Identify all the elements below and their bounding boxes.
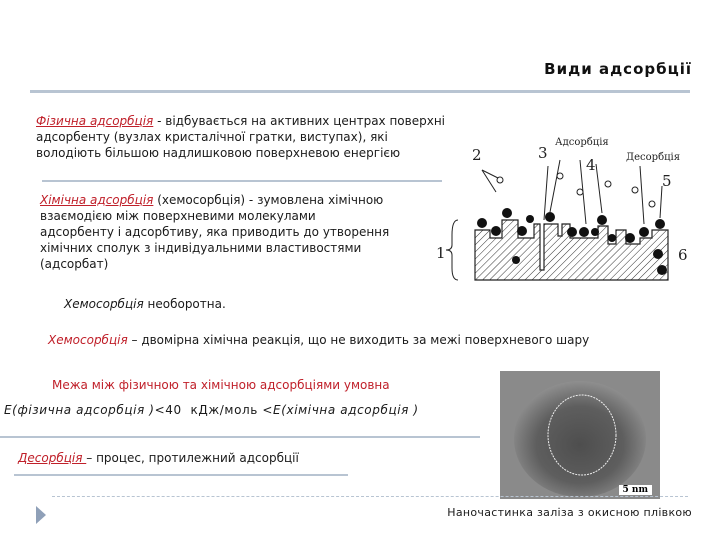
desorption-divider <box>14 474 348 476</box>
physical-adsorption-desc: - відбувається на активних центрах поверхні адсорбенту (вузлах кристалічної гратки, виступах), які володіють більшою надлишковою поверхневою енергією <box>36 114 446 160</box>
nanoparticle-image <box>500 371 660 499</box>
chemical-adsorption-text <box>40 192 390 272</box>
formula-less-than-40: <40 <box>154 403 182 417</box>
scale-bar: 5 nm <box>619 485 652 495</box>
diagram-desorption-label: Десорбція <box>626 152 681 163</box>
physical-adsorption-text <box>36 113 448 161</box>
diagram-number-5: 5 <box>662 172 672 190</box>
bottom-divider <box>52 496 688 497</box>
adsorption-diagram <box>430 120 700 300</box>
boundary-note: Межа між фізичною та хімічною адсорбціями умовна <box>52 378 390 392</box>
diagram-number-1: 1 <box>436 244 446 262</box>
physical-adsorption-term: Фізична адсорбція <box>36 114 154 128</box>
formula-unit: кДж/моль <box>190 403 258 417</box>
title-divider <box>30 90 690 93</box>
formula-less-than: < <box>262 403 274 417</box>
chemisorption-definition <box>48 332 648 348</box>
desorption-text <box>18 450 299 466</box>
diagram-number-4: 4 <box>586 156 596 174</box>
desorption-term: Десорбція <box>18 451 87 465</box>
tem-micrograph <box>500 371 660 499</box>
chemisorption-term: Хемосорбція <box>64 297 144 311</box>
chemical-adsorption-term: Хімічна адсорбція <box>40 193 154 207</box>
slide-title: Види адсорбції <box>544 60 692 78</box>
formula-divider <box>0 436 480 438</box>
chemisorption-def-text: – двомірна хімічна реакція, що не виходить за межі поверхневого шару <box>127 333 590 347</box>
desorption-desc: – процес, протилежний адсорбції <box>86 451 299 465</box>
chemisorption-irreversible <box>64 296 226 312</box>
diagram-number-2: 2 <box>472 146 482 164</box>
formula-physical: E(фізична адсорбція ) <box>4 403 155 417</box>
chemical-adsorption-desc: (хемосорбція) - зумовлена хімічною взаємодією між поверхневими молекулами адсорбенту і адсорбтиву, яка приводить до утворення хімічних сполук з індивідуальними властивостями (адсорбат) <box>40 193 390 271</box>
chemisorption-irreversible-text: необоротна. <box>143 297 226 311</box>
diagram-adsorption-label: Адсорбція <box>555 137 609 148</box>
brace <box>446 220 458 280</box>
slide-marker-icon <box>36 506 46 524</box>
chemisorption-def-term: Хемосорбція <box>48 333 128 347</box>
diagram-number-3: 3 <box>538 144 548 162</box>
diagram-number-6: 6 <box>678 246 688 264</box>
tem-caption: Наночастинка заліза з окисною плівкою <box>447 506 692 519</box>
energy-formula <box>4 402 419 418</box>
section-divider <box>42 180 442 182</box>
gas-molecules <box>497 173 655 207</box>
formula-chemical: E(хімічна адсорбція ) <box>273 403 419 417</box>
